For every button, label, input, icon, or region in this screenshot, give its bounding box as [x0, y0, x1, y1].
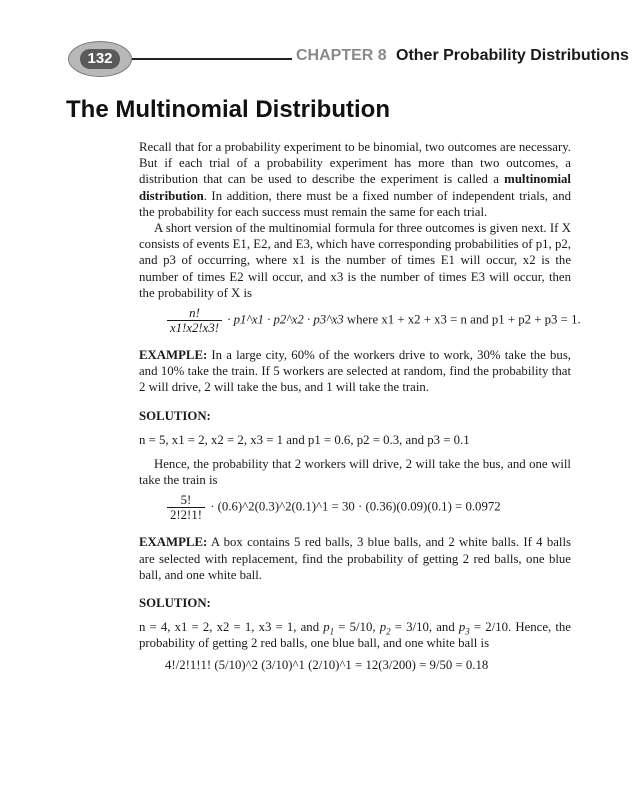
formula-numerator: n! — [167, 306, 222, 321]
page-number-badge — [68, 41, 132, 77]
example-1 — [139, 347, 571, 396]
example-2-text: A box contains 5 red balls, 3 blue balls, and 2 white balls. If 4 balls are selected with replacement, find the probability of getting 2 red balls, one blue ball, and one white ball. — [139, 535, 571, 582]
given-start: n = 4, x1 = 2, x2 = 1, x3 = 1, and — [139, 620, 320, 635]
solution-2-given: n = 4, x1 = 2, x2 = 1, x3 = 1, and $p_1 = 5/10$, $p_2 = 3/10$, and $p_3 = 2/10$. Hence, the probability of getting 2 red balls, one blue ball, and one white ball is — [139, 620, 571, 651]
given-end: . Hence, the probability of getting 2 red balls, one blue ball, and one white ball is — [139, 620, 571, 651]
page-number: 132 — [80, 49, 120, 69]
formula-body: · p1^x1 · p2^x2 · p3^x3 — [227, 312, 344, 327]
page-content — [139, 139, 581, 673]
solution-1-given: n = 5, x1 = 2, x2 = 2, x3 = 1 and p1 = 0.6, p2 = 0.3, and p3 = 0.1 — [139, 432, 470, 447]
p2-value: 3/10 — [406, 620, 429, 635]
solution-1-hence: Hence, the probability that 2 workers will drive, 2 will take the bus, and one will take the train is — [139, 457, 571, 488]
calc-fraction — [167, 493, 205, 522]
formula-condition: where x1 + x2 + x3 = n and p1 + p2 + p3 = 1. — [346, 312, 581, 327]
solution-2-calculation: 4!/2!1!1! (5/10)^2 (3/10)^1 (2/10)^1 = 12(3/200) = 9/50 = 0.18 — [165, 657, 489, 672]
chapter-label: CHAPTER 8 — [296, 47, 387, 64]
calc-body: · (0.6)^2(0.3)^2(0.1)^1 = 30 · (0.36)(0.09)(0.1) = 0.0972 — [210, 499, 501, 514]
intro-paragraph-2: A short version of the multinomial formula for three outcomes is given next. If X consists of events E1, E2, and E3, which have corresponding probabilities of p1, p2, and p3 of occurring, where x1 is the number of times E1 will occur, x2 is the number of times E2 will occur, and x3 is the number of times E3 will occur, then the probability of X is — [139, 221, 571, 300]
example-label: EXAMPLE: — [139, 535, 208, 550]
calc-denominator: 2!2!1! — [170, 508, 202, 523]
multinomial-formula — [165, 306, 581, 336]
calc-numerator: 5! — [167, 493, 205, 508]
example-label: EXAMPLE: — [139, 348, 208, 363]
example-2 — [139, 534, 571, 583]
intro-paragraph-1 — [139, 139, 571, 220]
solution-1-label: SOLUTION: — [139, 408, 211, 423]
intro-text-before: Recall that for a probability experiment to be binomial, two outcomes are necessary. But if each trial of a probability experiment has more than two outcomes, a distribution that can be used to describe the experiment is called a — [139, 140, 571, 187]
key-term: multinomial distribution — [139, 172, 571, 203]
formula-fraction — [167, 306, 222, 335]
header-rule — [132, 58, 292, 60]
section-title: The Multinomial Distribution — [66, 96, 390, 123]
page-header — [68, 38, 629, 78]
chapter-title: Other Probability Distributions — [396, 47, 629, 64]
intro-text-after: . In addition, there must be a fixed number of independent trials, and the probability for each success must remain the same for each trial. — [139, 188, 571, 219]
solution-1-calculation — [165, 493, 571, 522]
formula-denominator: x1!x2!x3! — [170, 321, 220, 336]
p3-value: 2/10 — [485, 620, 509, 635]
example-1-text: In a large city, 60% of the workers drive to work, 30% take the bus, and 10% take the train. If 5 workers are selected at random, find the probability that 2 will drive, 2 will take the bus, and 1 will take the train. — [139, 348, 571, 395]
p1-value: 5/10 — [349, 620, 373, 635]
solution-2-label: SOLUTION: — [139, 596, 211, 611]
